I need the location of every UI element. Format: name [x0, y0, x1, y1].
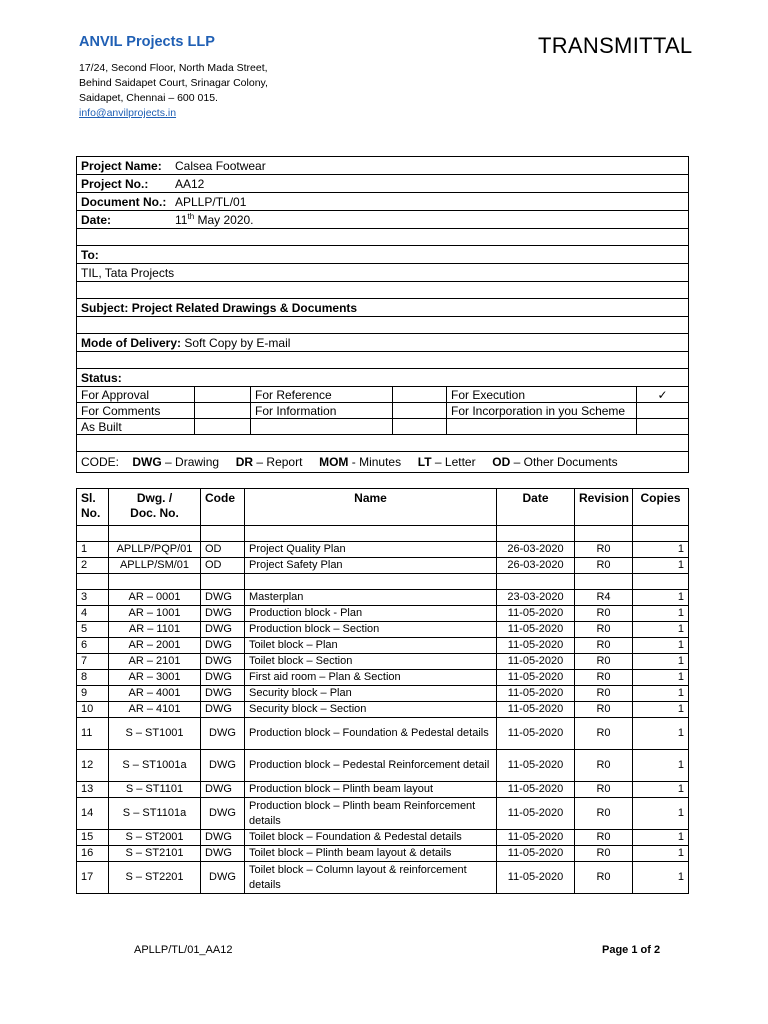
cell-code: DWG [201, 798, 245, 830]
col-header-code: Code [201, 489, 245, 526]
cell-sl: 11 [77, 718, 109, 750]
status-check-cell[interactable] [195, 403, 251, 419]
cell-date: 26-03-2020 [497, 542, 575, 558]
status-check-cell[interactable] [195, 387, 251, 403]
document-no-value: APLLP/TL/01 [175, 194, 247, 209]
spacer-row [77, 282, 689, 299]
cell-name: Production block – Section [245, 622, 497, 638]
code-legend: CODE: DWG – Drawing DR – Report MOM - Minutes LT – Letter OD – Other Documents [77, 452, 689, 473]
status-option: For Incorporation in you Scheme [447, 403, 637, 419]
cell-copies: 1 [633, 750, 689, 782]
table-row [77, 846, 689, 862]
cell-revision: R0 [575, 638, 633, 654]
cell-code: DWG [201, 670, 245, 686]
cell-date: 11-05-2020 [497, 654, 575, 670]
col-header-copies: Copies [633, 489, 689, 526]
cell-doc-no: AR – 4001 [109, 686, 201, 702]
project-name-label: Project Name [81, 158, 158, 173]
project-name-row: Project Name: Calsea Footwear [77, 157, 689, 175]
cell-doc-no: AR – 0001 [109, 590, 201, 606]
cell-sl: 13 [77, 782, 109, 798]
cell-doc-no: AR – 1001 [109, 606, 201, 622]
cell-copies: 1 [633, 686, 689, 702]
cell-revision: R0 [575, 798, 633, 830]
cell-revision: R0 [575, 750, 633, 782]
document-title: TRANSMITTAL [538, 33, 693, 58]
cell-date: 11-05-2020 [497, 638, 575, 654]
status-option: For Reference [251, 387, 393, 403]
status-option: For Information [251, 403, 393, 419]
table-row [77, 638, 689, 654]
cell-doc-no: S – ST1101a [109, 798, 201, 830]
transmittal-header-table [76, 156, 689, 473]
table-row [77, 558, 689, 574]
address-line-2: Behind Saidapet Court, Srinagar Colony, [79, 77, 268, 89]
subject-label: Subject [81, 300, 125, 315]
cell-date: 11-05-2020 [497, 606, 575, 622]
cell-date: 11-05-2020 [497, 846, 575, 862]
status-option [447, 419, 637, 435]
spacer-row [77, 229, 689, 246]
status-option: For Approval [77, 387, 195, 403]
status-option: For Comments [77, 403, 195, 419]
cell-code: DWG [201, 606, 245, 622]
cell-code: DWG [201, 702, 245, 718]
project-no-value: AA12 [175, 176, 205, 191]
email-link[interactable]: info@anvilprojects.in [79, 107, 177, 119]
col-header-doc: Dwg. / Doc. No. [109, 489, 201, 526]
cell-copies: 1 [633, 558, 689, 574]
cell-code: DWG [201, 718, 245, 750]
to-value: TIL, Tata Projects [77, 264, 689, 282]
status-options-row [77, 419, 689, 435]
cell-name: Production block – Plinth beam layout [245, 782, 497, 798]
cell-copies: 1 [633, 622, 689, 638]
cell-doc-no: AR – 2001 [109, 638, 201, 654]
company-name: ANVIL Projects LLP [79, 34, 215, 50]
cell-doc-no: S – ST2101 [109, 846, 201, 862]
cell-name: Production block - Plan [245, 606, 497, 622]
cell-sl: 1 [77, 542, 109, 558]
cell-sl: 12 [77, 750, 109, 782]
cell-revision: R4 [575, 590, 633, 606]
subject-value: Project Related Drawings & Documents [131, 300, 358, 315]
project-name-value: Calsea Footwear [175, 158, 266, 173]
project-no-row: Project No.: AA12 [77, 175, 689, 193]
cell-copies: 1 [633, 670, 689, 686]
code-prefix: CODE: [81, 455, 120, 469]
cell-date: 23-03-2020 [497, 590, 575, 606]
status-check-cell[interactable] [637, 419, 689, 435]
cell-code: DWG [201, 686, 245, 702]
cell-sl: 3 [77, 590, 109, 606]
cell-name: Production block – Foundation & Pedestal details [245, 718, 497, 750]
cell-doc-no: S – ST2001 [109, 830, 201, 846]
blank-row [77, 574, 689, 590]
cell-date: 11-05-2020 [497, 686, 575, 702]
cell-name: Toilet block – Plan [245, 638, 497, 654]
document-no-label: Document No. [81, 194, 163, 209]
cell-copies: 1 [633, 862, 689, 894]
document-no-row: Document No.: APLLP/TL/01 [77, 193, 689, 211]
cell-doc-no: APLLP/SM/01 [109, 558, 201, 574]
cell-name: Project Safety Plan [245, 558, 497, 574]
blank-row [77, 526, 689, 542]
cell-sl: 2 [77, 558, 109, 574]
cell-code: DWG [201, 590, 245, 606]
table-row [77, 686, 689, 702]
cell-revision: R0 [575, 622, 633, 638]
table-row [77, 670, 689, 686]
status-check-cell[interactable] [637, 403, 689, 419]
company-address [79, 61, 268, 121]
cell-code: DWG [201, 750, 245, 782]
documents-table [76, 488, 689, 894]
cell-copies: 1 [633, 702, 689, 718]
table-row [77, 606, 689, 622]
cell-copies: 1 [633, 798, 689, 830]
cell-copies: 1 [633, 846, 689, 862]
date-label: Date [81, 213, 108, 227]
cell-revision: R0 [575, 670, 633, 686]
cell-sl: 15 [77, 830, 109, 846]
cell-name: Toilet block – Section [245, 654, 497, 670]
cell-date: 11-05-2020 [497, 830, 575, 846]
cell-sl: 5 [77, 622, 109, 638]
cell-name: Toilet block – Plinth beam layout & details [245, 846, 497, 862]
cell-date: 26-03-2020 [497, 558, 575, 574]
cell-doc-no: S – ST1101 [109, 782, 201, 798]
cell-revision: R0 [575, 654, 633, 670]
cell-sl: 14 [77, 798, 109, 830]
status-option: As Built [77, 419, 195, 435]
col-header-name: Name [245, 489, 497, 526]
col-header-revision: Revision [575, 489, 633, 526]
cell-revision: R0 [575, 782, 633, 798]
table-row [77, 622, 689, 638]
footer-reference: APLLP/TL/01_AA12 [134, 944, 233, 956]
cell-copies: 1 [633, 830, 689, 846]
col-header-date: Date [497, 489, 575, 526]
status-check-cell[interactable] [393, 419, 447, 435]
cell-copies: 1 [633, 542, 689, 558]
status-check-cell[interactable] [195, 419, 251, 435]
cell-date: 11-05-2020 [497, 702, 575, 718]
subject-row: Subject: Project Related Drawings & Documents [77, 299, 689, 317]
cell-doc-no: S – ST1001a [109, 750, 201, 782]
delivery-value: Soft Copy by E-mail [184, 335, 291, 350]
status-option: For Execution [447, 387, 637, 403]
cell-date: 11-05-2020 [497, 862, 575, 894]
status-label-row: Status: [77, 369, 689, 387]
table-header-row [77, 489, 689, 526]
cell-name: Security block – Plan [245, 686, 497, 702]
cell-doc-no: AR – 1101 [109, 622, 201, 638]
cell-name: Production block – Plinth beam Reinforcement details [245, 798, 497, 830]
cell-revision: R0 [575, 558, 633, 574]
cell-code: DWG [201, 654, 245, 670]
cell-doc-no: AR – 3001 [109, 670, 201, 686]
delivery-label: Mode of Delivery [81, 335, 178, 350]
status-options-row [77, 387, 689, 403]
to-label-row [77, 246, 689, 264]
cell-sl: 6 [77, 638, 109, 654]
cell-date: 11-05-2020 [497, 798, 575, 830]
table-row [77, 702, 689, 718]
cell-code: DWG [201, 622, 245, 638]
cell-revision: R0 [575, 686, 633, 702]
status-check-cell[interactable] [393, 403, 447, 419]
address-line-1: 17/24, Second Floor, North Mada Street, [79, 62, 268, 74]
cell-revision: R0 [575, 718, 633, 750]
table-row [77, 798, 689, 830]
status-label: Status [81, 370, 118, 385]
cell-doc-no: APLLP/PQP/01 [109, 542, 201, 558]
cell-doc-no: S – ST2201 [109, 862, 201, 894]
cell-copies: 1 [633, 638, 689, 654]
cell-code: DWG [201, 846, 245, 862]
cell-name: Project Quality Plan [245, 542, 497, 558]
cell-date: 11-05-2020 [497, 718, 575, 750]
page-number: Page 1 of 2 [602, 944, 661, 956]
cell-code: DWG [201, 830, 245, 846]
cell-code: OD [201, 542, 245, 558]
cell-revision: R0 [575, 830, 633, 846]
cell-copies: 1 [633, 590, 689, 606]
col-header-sl: Sl. No. [77, 489, 109, 526]
cell-copies: 1 [633, 654, 689, 670]
cell-revision: R0 [575, 846, 633, 862]
status-check-cell[interactable] [393, 387, 447, 403]
cell-revision: R0 [575, 606, 633, 622]
cell-sl: 10 [77, 702, 109, 718]
table-row [77, 830, 689, 846]
cell-sl: 9 [77, 686, 109, 702]
cell-copies: 1 [633, 606, 689, 622]
spacer-row [77, 352, 689, 369]
cell-name: Security block – Section [245, 702, 497, 718]
cell-sl: 8 [77, 670, 109, 686]
cell-doc-no: AR – 2101 [109, 654, 201, 670]
table-row [77, 782, 689, 798]
cell-code: DWG [201, 638, 245, 654]
date-value: 11th May 2020. [175, 212, 254, 227]
cell-code: DWG [201, 782, 245, 798]
cell-revision: R0 [575, 702, 633, 718]
cell-date: 11-05-2020 [497, 670, 575, 686]
delivery-row: Mode of Delivery: Soft Copy by E-mail [77, 334, 689, 352]
table-row [77, 590, 689, 606]
date-row: Date: 11th May 2020. [77, 211, 689, 229]
cell-name: Toilet block – Column layout & reinforcement details [245, 862, 497, 894]
cell-name: First aid room – Plan & Section [245, 670, 497, 686]
cell-name: Production block – Pedestal Reinforcement detail [245, 750, 497, 782]
cell-name: Masterplan [245, 590, 497, 606]
spacer-row [77, 317, 689, 334]
status-option [251, 419, 393, 435]
cell-date: 11-05-2020 [497, 622, 575, 638]
cell-date: 11-05-2020 [497, 750, 575, 782]
cell-code: DWG [201, 862, 245, 894]
table-row [77, 750, 689, 782]
cell-sl: 4 [77, 606, 109, 622]
address-line-3: Saidapet, Chennai – 600 015. [79, 92, 218, 104]
cell-doc-no: AR – 4101 [109, 702, 201, 718]
status-check-mark[interactable]: ✓ [637, 387, 689, 403]
cell-copies: 1 [633, 782, 689, 798]
cell-date: 11-05-2020 [497, 782, 575, 798]
project-no-label: Project No. [81, 176, 145, 191]
table-row [77, 862, 689, 894]
cell-name: Toilet block – Foundation & Pedestal details [245, 830, 497, 846]
table-row [77, 654, 689, 670]
table-row [77, 542, 689, 558]
cell-copies: 1 [633, 718, 689, 750]
status-options-row [77, 403, 689, 419]
cell-sl: 17 [77, 862, 109, 894]
cell-sl: 16 [77, 846, 109, 862]
cell-doc-no: S – ST1001 [109, 718, 201, 750]
cell-code: OD [201, 558, 245, 574]
to-label: To: [81, 247, 99, 262]
cell-revision: R0 [575, 862, 633, 894]
spacer-row [77, 435, 689, 452]
cell-sl: 7 [77, 654, 109, 670]
cell-revision: R0 [575, 542, 633, 558]
table-row [77, 718, 689, 750]
